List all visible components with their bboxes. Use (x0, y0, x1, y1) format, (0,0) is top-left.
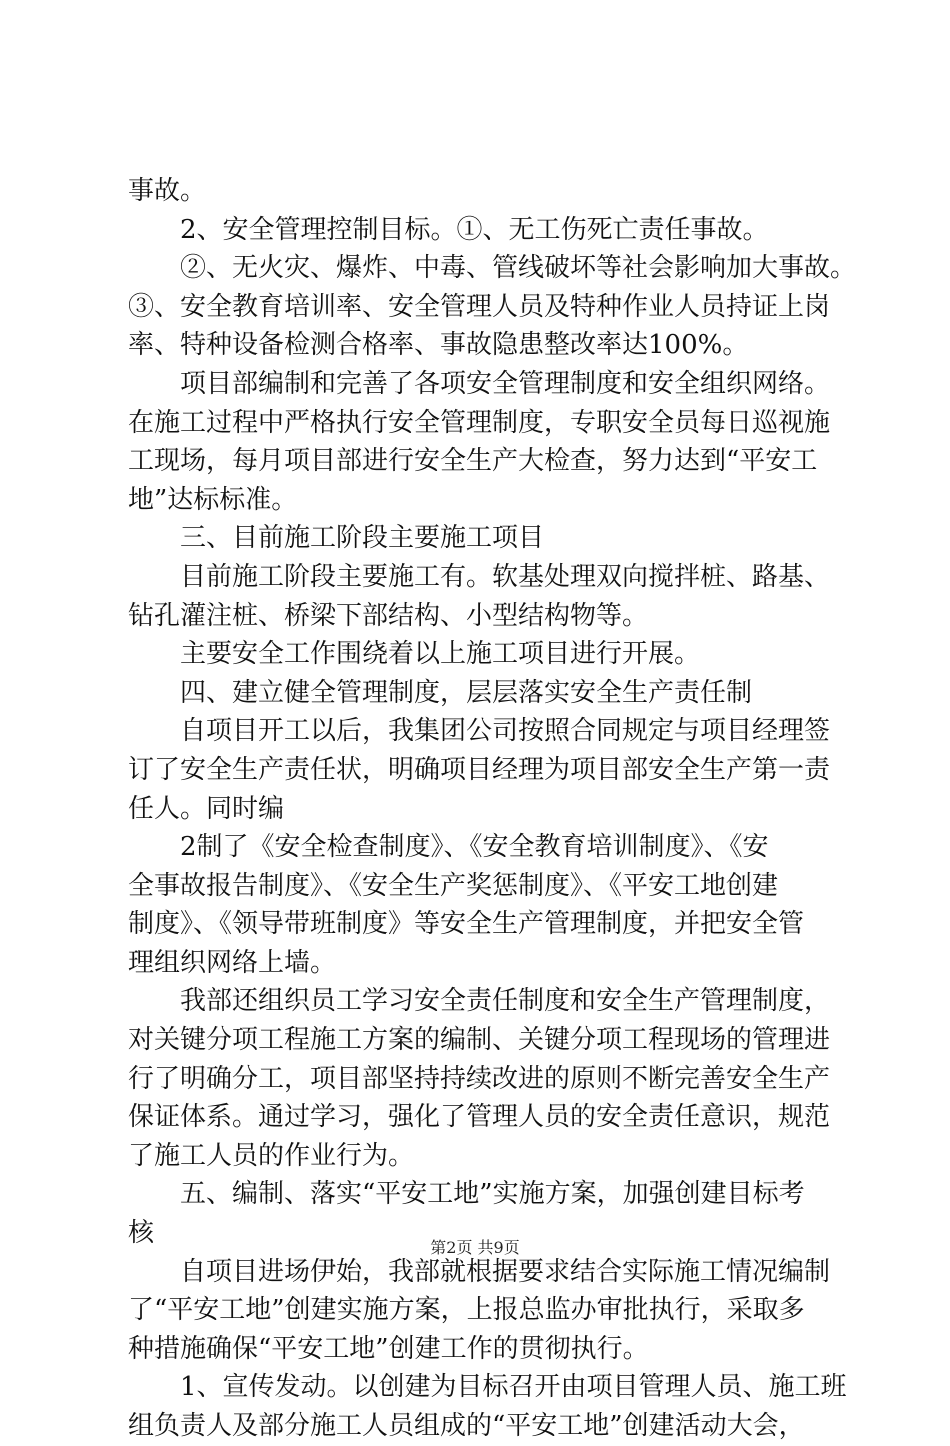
text-line: 核 (128, 1218, 155, 1249)
section-heading: 五、编制、落实“平安工地”实施方案，加强创建目标考 (180, 1179, 805, 1210)
text-line: 在施工过程中严格执行安全管理制度，专职安全员每日巡视施 (128, 407, 831, 438)
text-line: 2、安全管理控制目标。①、无工伤死亡责任事故。 (180, 214, 769, 245)
text-line: 行了明确分工，项目部坚持持续改进的原则不断完善安全生产 (128, 1063, 831, 1094)
text-line: 主要安全工作围绕着以上施工项目进行开展。 (180, 639, 701, 670)
text-line: ②、无火灾、爆炸、中毒、管线破坏等社会影响加大事故。 (180, 253, 857, 284)
text-line: 组负责人及部分施工人员组成的“平安工地”创建活动大会， (128, 1411, 805, 1441)
text-line: 制度》、《领导带班制度》等安全生产管理制度，并把安全管 (128, 909, 805, 940)
text-line: 种措施确保“平安工地”创建工作的贯彻执行。 (128, 1333, 649, 1364)
text-line: 了施工人员的作业行为。 (128, 1140, 415, 1171)
text-line: 订了安全生产责任状，明确项目经理为项目部安全生产第一责 (128, 754, 831, 785)
text-line: 目前施工阶段主要施工有。软基处理双向搅拌桩、路基、 (180, 561, 831, 592)
text-line: 保证体系。通过学习，强化了管理人员的安全责任意识，规范 (128, 1102, 831, 1133)
text-line: 自项目开工以后，我集团公司按照合同规定与项目经理签 (180, 716, 831, 747)
text-line: 理组织网络上墙。 (128, 947, 337, 978)
text-line: 率、特种设备检测合格率、事故隐患整改率达100%。 (128, 330, 749, 361)
text-line: 1、宣传发动。以创建为目标召开由项目管理人员、施工班 (180, 1372, 847, 1403)
text-line: 了“平安工地”创建实施方案，上报总监办审批执行，采取多 (128, 1295, 805, 1326)
text-line: 2制了《安全检查制度》、《安全教育培训制度》、《安 (180, 832, 769, 863)
section-heading: 四、建立健全管理制度，层层落实安全生产责任制 (180, 677, 753, 708)
text-line: 工现场，每月项目部进行安全生产大检查，努力达到“平安工 (128, 446, 818, 477)
text-line: 我部还组织员工学习安全责任制度和安全生产管理制度， (180, 986, 831, 1017)
text-line: 任人。同时编 (128, 793, 285, 824)
text-line: 自项目进场伊始，我部就根据要求结合实际施工情况编制 (180, 1256, 831, 1287)
text-line: 全事故报告制度》、《安全生产奖惩制度》、《平安工地创建 (128, 870, 779, 901)
text-line: 地”达标标准。 (128, 484, 298, 515)
text-line: 钻孔灌注桩、桥梁下部结构、小型结构物等。 (128, 600, 649, 631)
text-line: 事故。 (128, 176, 207, 206)
text-line: 对关键分项工程施工方案的编制、关键分项工程现场的管理进 (128, 1025, 831, 1056)
page-footer: 第2页 共9页 (430, 1238, 520, 1257)
section-heading: 三、目前施工阶段主要施工项目 (180, 523, 545, 554)
text-line: 项目部编制和完善了各项安全管理制度和安全组织网络。 (180, 368, 831, 399)
text-line: ③、安全教育培训率、安全管理人员及特种作业人员持证上岗 (128, 291, 831, 322)
